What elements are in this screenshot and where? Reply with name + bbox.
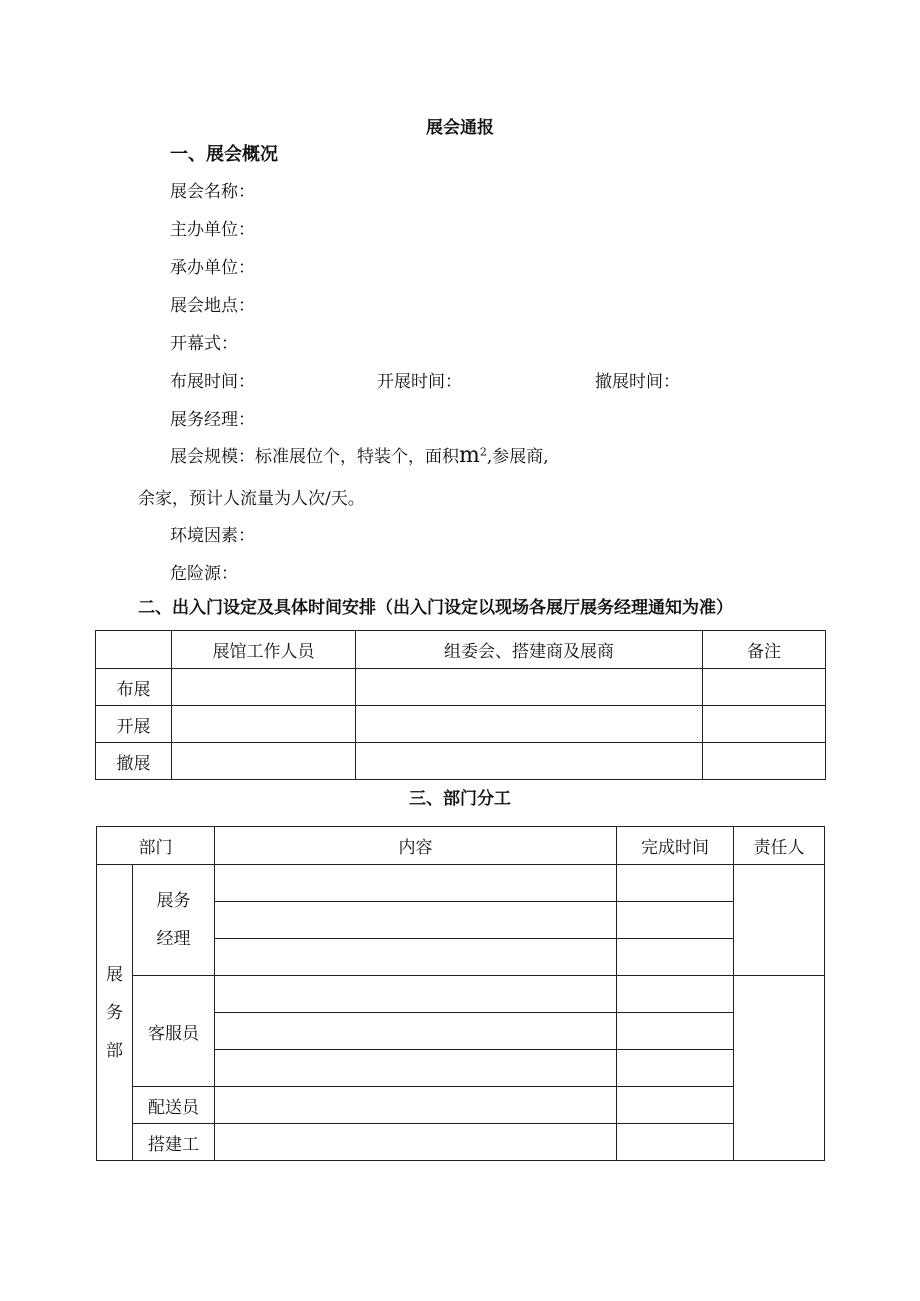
document-title: 展会通报 [426, 118, 494, 138]
table-row [96, 669, 826, 706]
division-content-cell [215, 939, 617, 976]
division-sub-builder: 搭建工 [133, 1124, 215, 1161]
field-exhibition-name: 展会名称： [170, 182, 255, 202]
division-time-cell [617, 865, 734, 902]
schedule-cell [703, 706, 826, 743]
field-organizer: 承办单位： [170, 258, 255, 278]
schedule-header-row [96, 631, 826, 669]
section-3-heading: 三、部门分工 [409, 789, 511, 809]
table-row [96, 706, 826, 743]
field-location: 展会地点： [170, 296, 255, 316]
table-row [96, 743, 826, 780]
schedule-row-label: 布展 [96, 669, 172, 706]
division-header-content: 内容 [215, 827, 617, 865]
schedule-cell [172, 669, 356, 706]
schedule-cell [356, 743, 703, 780]
division-time-cell [617, 976, 734, 1013]
division-time-cell [617, 1124, 734, 1161]
sub-manager-line: 展务 [156, 891, 191, 911]
table-row [97, 976, 825, 1013]
schedule-row-label: 开展 [96, 706, 172, 743]
division-header-time: 完成时间 [617, 827, 734, 865]
schedule-cell [356, 669, 703, 706]
division-sub-service: 客服员 [133, 976, 215, 1087]
division-content-cell [215, 865, 617, 902]
schedule-header-remark: 备注 [703, 631, 826, 669]
division-time-cell [617, 1050, 734, 1087]
division-content-cell [215, 1124, 617, 1161]
division-table [96, 826, 825, 1161]
division-time-cell [617, 1013, 734, 1050]
field-opening: 开幕式： [170, 334, 238, 354]
schedule-header-committee: 组委会、搭建商及展商 [356, 631, 703, 669]
scale-unit: m [459, 443, 480, 468]
division-content-cell [215, 902, 617, 939]
schedule-cell [172, 743, 356, 780]
division-header-row [97, 827, 825, 865]
division-header-owner: 责任人 [734, 827, 825, 865]
schedule-cell [172, 706, 356, 743]
division-group-label [97, 865, 133, 1161]
field-scale-continued: 余家，预计人流量为人次/天。 [138, 489, 365, 509]
table-row [97, 1124, 825, 1161]
division-header-dept: 部门 [97, 827, 215, 865]
division-content-cell [215, 1013, 617, 1050]
division-content-cell [215, 1050, 617, 1087]
division-owner-cell [734, 976, 825, 1161]
division-time-cell [617, 1087, 734, 1124]
field-hazard: 危险源： [170, 564, 238, 584]
field-open-time: 开展时间： [377, 372, 462, 392]
group-char: 展 [106, 964, 123, 985]
division-time-cell [617, 939, 734, 976]
division-content-cell [215, 976, 617, 1013]
field-teardown-time: 撤展时间： [595, 372, 680, 392]
group-char: 部 [106, 1040, 123, 1061]
schedule-header-blank [96, 631, 172, 669]
sub-manager-line: 经理 [156, 929, 191, 949]
field-manager: 展务经理： [170, 410, 255, 430]
field-environment: 环境因素： [170, 526, 255, 546]
scale-exponent: 2 [479, 445, 487, 459]
scale-prefix: 展会规模：标准展位个，特装个，面积 [170, 447, 459, 467]
division-sub-manager [133, 865, 215, 976]
field-scale [170, 442, 549, 468]
division-time-cell [617, 902, 734, 939]
table-row [97, 865, 825, 902]
schedule-header-staff: 展馆工作人员 [172, 631, 356, 669]
division-owner-cell [734, 865, 825, 976]
schedule-cell [703, 743, 826, 780]
section-2-heading: 二、出入门设定及具体时间安排（出入门设定以现场各展厅展务经理通知为准） [138, 598, 733, 618]
schedule-cell [703, 669, 826, 706]
schedule-row-label: 撤展 [96, 743, 172, 780]
group-char: 务 [106, 1002, 123, 1023]
field-host: 主办单位： [170, 220, 255, 240]
division-content-cell [215, 1087, 617, 1124]
division-sub-delivery: 配送员 [133, 1087, 215, 1124]
field-setup-time: 布展时间： [170, 372, 255, 392]
table-row [97, 1087, 825, 1124]
schedule-cell [356, 706, 703, 743]
section-1-heading: 一、展会概况 [170, 144, 278, 165]
scale-suffix: ,参展商, [486, 447, 549, 467]
schedule-table [95, 630, 826, 780]
